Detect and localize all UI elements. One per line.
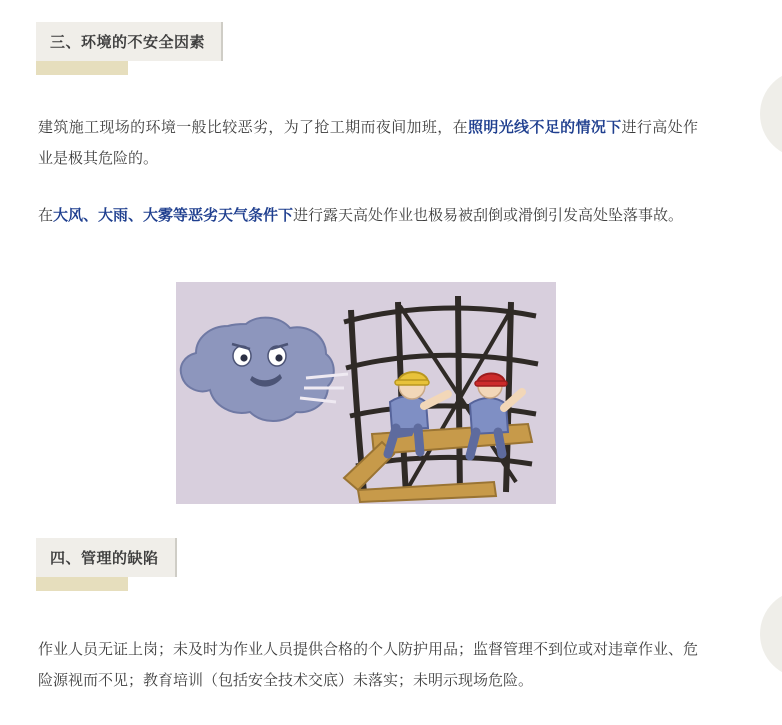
illustration-scaffold-storm bbox=[176, 282, 556, 504]
paragraph-management-defects bbox=[38, 634, 698, 696]
section-heading-label: 三、环境的不安全因素 bbox=[36, 22, 223, 61]
text-run: 作业人员无证上岗；未及时为作业人员提供合格的个人防护用品；监督管理不到位或对违章作业、危险源视而不见；教育培训（包括安全技术交底）未落实；未明示现场危险。 bbox=[38, 641, 699, 689]
text-run: 建筑施工现场的环境一般比较恶劣，为了抢工期而夜间加班，在 bbox=[38, 119, 468, 136]
text-run: 在 bbox=[38, 207, 54, 224]
emphasis-run: 大风、大雨、大雾等恶劣天气条件下 bbox=[53, 207, 294, 224]
decorative-arc-top bbox=[760, 70, 782, 158]
illustration-svg bbox=[176, 282, 556, 504]
paragraph-environment-lighting bbox=[38, 112, 698, 174]
paragraph-environment-weather bbox=[38, 200, 698, 231]
section-heading-label: 四、管理的缺陷 bbox=[36, 538, 177, 577]
text-run: 进行露天高处作业也极易被刮倒或滑倒引发高处坠落事故。 bbox=[293, 207, 684, 224]
decorative-arc-bottom bbox=[760, 590, 782, 678]
text-run: 进行高处作业是极其危险的。 bbox=[38, 119, 698, 167]
section-heading-environment bbox=[36, 22, 223, 61]
emphasis-run: 照明光线不足的情况下 bbox=[467, 119, 622, 136]
section-heading-management bbox=[36, 538, 177, 577]
